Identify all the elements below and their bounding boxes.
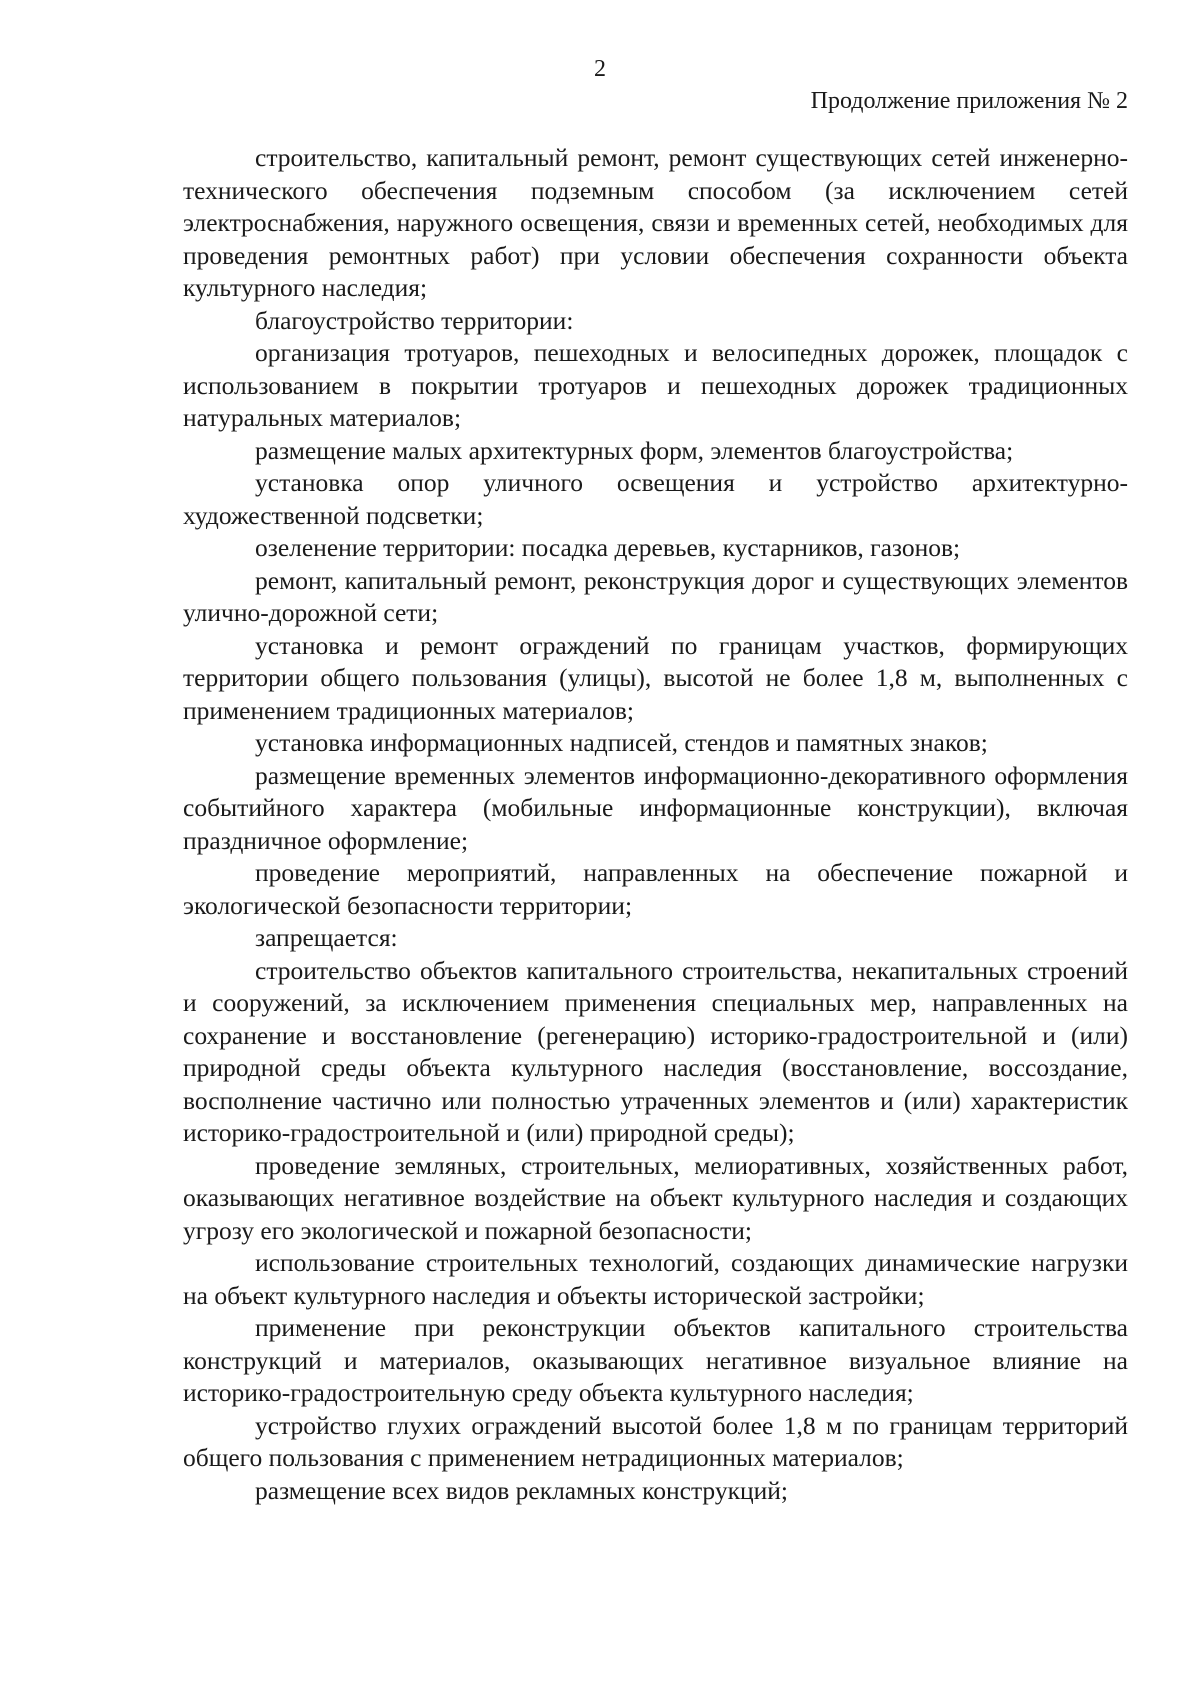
paragraph: ремонт, капитальный ремонт, реконструкция дорог и существующих элементов улично-дорожной сети; xyxy=(183,565,1128,627)
paragraph: озеленение территории: посадка деревьев, кустарников, газонов; xyxy=(255,533,961,562)
paragraph: устройство глухих ограждений высотой более 1,8 м по границам территорий общего пользования с применением нетрадиционных материалов; xyxy=(183,1410,1128,1472)
paragraph: размещение временных элементов информационно-декоративного оформления событийного характера (мобильные информационные конструкции), включая праздничное оформление; xyxy=(183,760,1128,855)
paragraph: установка опор уличного освещения и устройство архитектурно-художественной подсветки; xyxy=(183,468,1128,530)
paragraph: проведение земляных, строительных, мелиоративных, хозяйственных работ, оказывающих негативное воздействие на объект культурного наследия и создающих угрозу его экологической и пожарной безопасности; xyxy=(183,1150,1128,1245)
paragraph: организация тротуаров, пешеходных и велосипедных дорожек, площадок с использованием в покрытии тротуаров и пешеходных дорожек традиционных натуральных материалов; xyxy=(183,338,1128,432)
paragraph: использование строительных технологий, создающих динамические нагрузки на объект культурного наследия и объекты исторической застройки; xyxy=(183,1248,1128,1310)
paragraph: строительство, капитальный ремонт, ремонт существующих сетей инженерно-технического обеспечения подземным способом (за исключением сетей электроснабжения, наружного освещения, связи и временных сетей, необходимых для проведения ремонтных работ) при условии обеспечения сохранности объекта культурного наследия; xyxy=(183,143,1128,302)
appendix-continuation-label: Продолжение приложения № 2 xyxy=(810,88,1128,114)
paragraph: проведение мероприятий, направленных на обеспечение пожарной и экологической безопасности территории; xyxy=(183,858,1128,920)
paragraph: размещение всех видов рекламных конструкций; xyxy=(255,1475,789,1505)
paragraph: запрещается: xyxy=(255,923,398,952)
paragraph: применение при реконструкции объектов капитального строительства конструкций и материалов, оказывающих негативное визуальное влияние на историко-градостроительную среду объекта культурного наследия; xyxy=(183,1313,1128,1407)
paragraph: благоустройство территории: xyxy=(255,305,574,335)
paragraph: размещение малых архитектурных форм, элементов благоустройства; xyxy=(255,435,1014,465)
page-number: 2 xyxy=(594,56,606,82)
paragraph: установка и ремонт ограждений по границам участков, формирующих территории общего пользования (улицы), высотой не более 1,8 м, выполненных с применением традиционных материалов; xyxy=(183,630,1128,725)
paragraph: установка информационных надписей, стендов и памятных знаков; xyxy=(255,728,988,757)
document-body xyxy=(183,142,1128,1507)
paragraph: строительство объектов капитального строительства, некапитальных строений и сооружений, за исключением применения специальных мер, направленных на сохранение и восстановление (регенерацию) историко-градостроительной и (или) природной среды объекта культурного наследия (восстановление, воссоздание, восполнение частично или полностью утраченных элементов и (или) характеристик историко-градостроительной и (или) природной среды); xyxy=(183,955,1128,1147)
